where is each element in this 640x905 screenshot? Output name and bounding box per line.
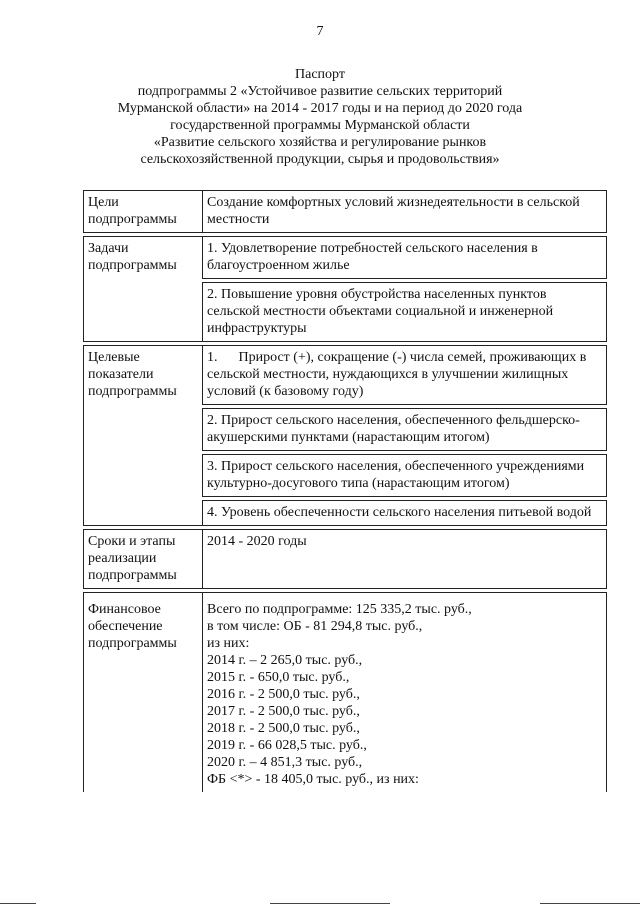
tasks-label: Задачи подпрограммы: [83, 236, 196, 342]
goals-label: Цели подпрограммы: [83, 190, 196, 233]
finance-text: [202, 592, 607, 792]
passport-table: [83, 187, 607, 795]
finance-line: в том числе: ОБ - 81 294,8 тыс. руб.,: [207, 619, 423, 634]
heading-line: сельскохозяйственной продукции, сырья и продовольствия»: [140, 152, 500, 167]
finance-line: 2019 г. - 66 028,5 тыс. руб.,: [207, 738, 367, 753]
indicator-item: 2. Прирост сельского населения, обеспеченного фельдшерско-акушерскими пунктами (нарастающим итогом): [202, 408, 607, 451]
terms-text: 2014 - 2020 годы: [202, 529, 607, 589]
finance-line: 2014 г. – 2 265,0 тыс. руб.,: [207, 653, 363, 668]
finance-line: 2016 г. - 2 500,0 тыс. руб.,: [207, 687, 360, 702]
terms-label: Сроки и этапы реализации подпрограммы: [83, 529, 196, 589]
task-item: 1. Удовлетворение потребностей сельского населения в благоустроенном жилье: [202, 236, 607, 279]
passport-heading: [40, 66, 600, 168]
heading-line: «Развитие сельского хозяйства и регулирование рынков: [153, 135, 487, 150]
row-indicators: [83, 345, 607, 526]
bottom-rule-center: [270, 903, 390, 904]
finance-line: ФБ <*> - 18 405,0 тыс. руб., из них:: [207, 772, 419, 787]
tasks-list: [202, 236, 607, 342]
bottom-rule-left: [0, 903, 36, 904]
indicator-item: 3. Прирост сельского населения, обеспеченного учреждениями культурно-досугового типа (нарастающим итогом): [202, 454, 607, 497]
row-finance: [83, 592, 607, 792]
finance-line: из них:: [207, 636, 250, 651]
row-terms: [83, 529, 607, 589]
indicators-label: Целевые показатели подпрограммы: [83, 345, 196, 526]
finance-line: 2017 г. - 2 500,0 тыс. руб.,: [207, 704, 360, 719]
finance-line: 2020 г. – 4 851,3 тыс. руб.,: [207, 755, 363, 770]
indicator-item: 1. Прирост (+), сокращение (-) числа семей, проживающих в сельской местности, нуждающихся в улучшении жилищных условий (к базовому году): [202, 345, 607, 405]
goals-text: Создание комфортных условий жизнедеятельности в сельской местности: [202, 190, 607, 233]
finance-line: Всего по подпрограмме: 125 335,2 тыс. руб.,: [207, 602, 472, 617]
finance-label: Финансовое обеспечение подпрограммы: [83, 592, 196, 792]
indicator-item: 4. Уровень обеспеченности сельского населения питьевой водой: [202, 500, 607, 526]
row-goals: [83, 190, 607, 233]
row-tasks: [83, 236, 607, 342]
indicators-list: [202, 345, 607, 526]
heading-line: Паспорт: [295, 67, 345, 82]
finance-line: 2015 г. - 650,0 тыс. руб.,: [207, 670, 350, 685]
heading-line: Мурманской области» на 2014 - 2017 годы и на период до 2020 года: [117, 101, 523, 116]
task-item: 2. Повышение уровня обустройства населенных пунктов сельской местности объектами социальной и инженерной инфраструктуры: [202, 282, 607, 342]
bottom-rule-right: [540, 903, 640, 904]
finance-line: 2018 г. - 2 500,0 тыс. руб.,: [207, 721, 360, 736]
heading-line: подпрограммы 2 «Устойчивое развитие сельских территорий: [137, 84, 503, 99]
heading-line: государственной программы Мурманской области: [170, 118, 470, 133]
page-number: 7: [316, 24, 324, 39]
